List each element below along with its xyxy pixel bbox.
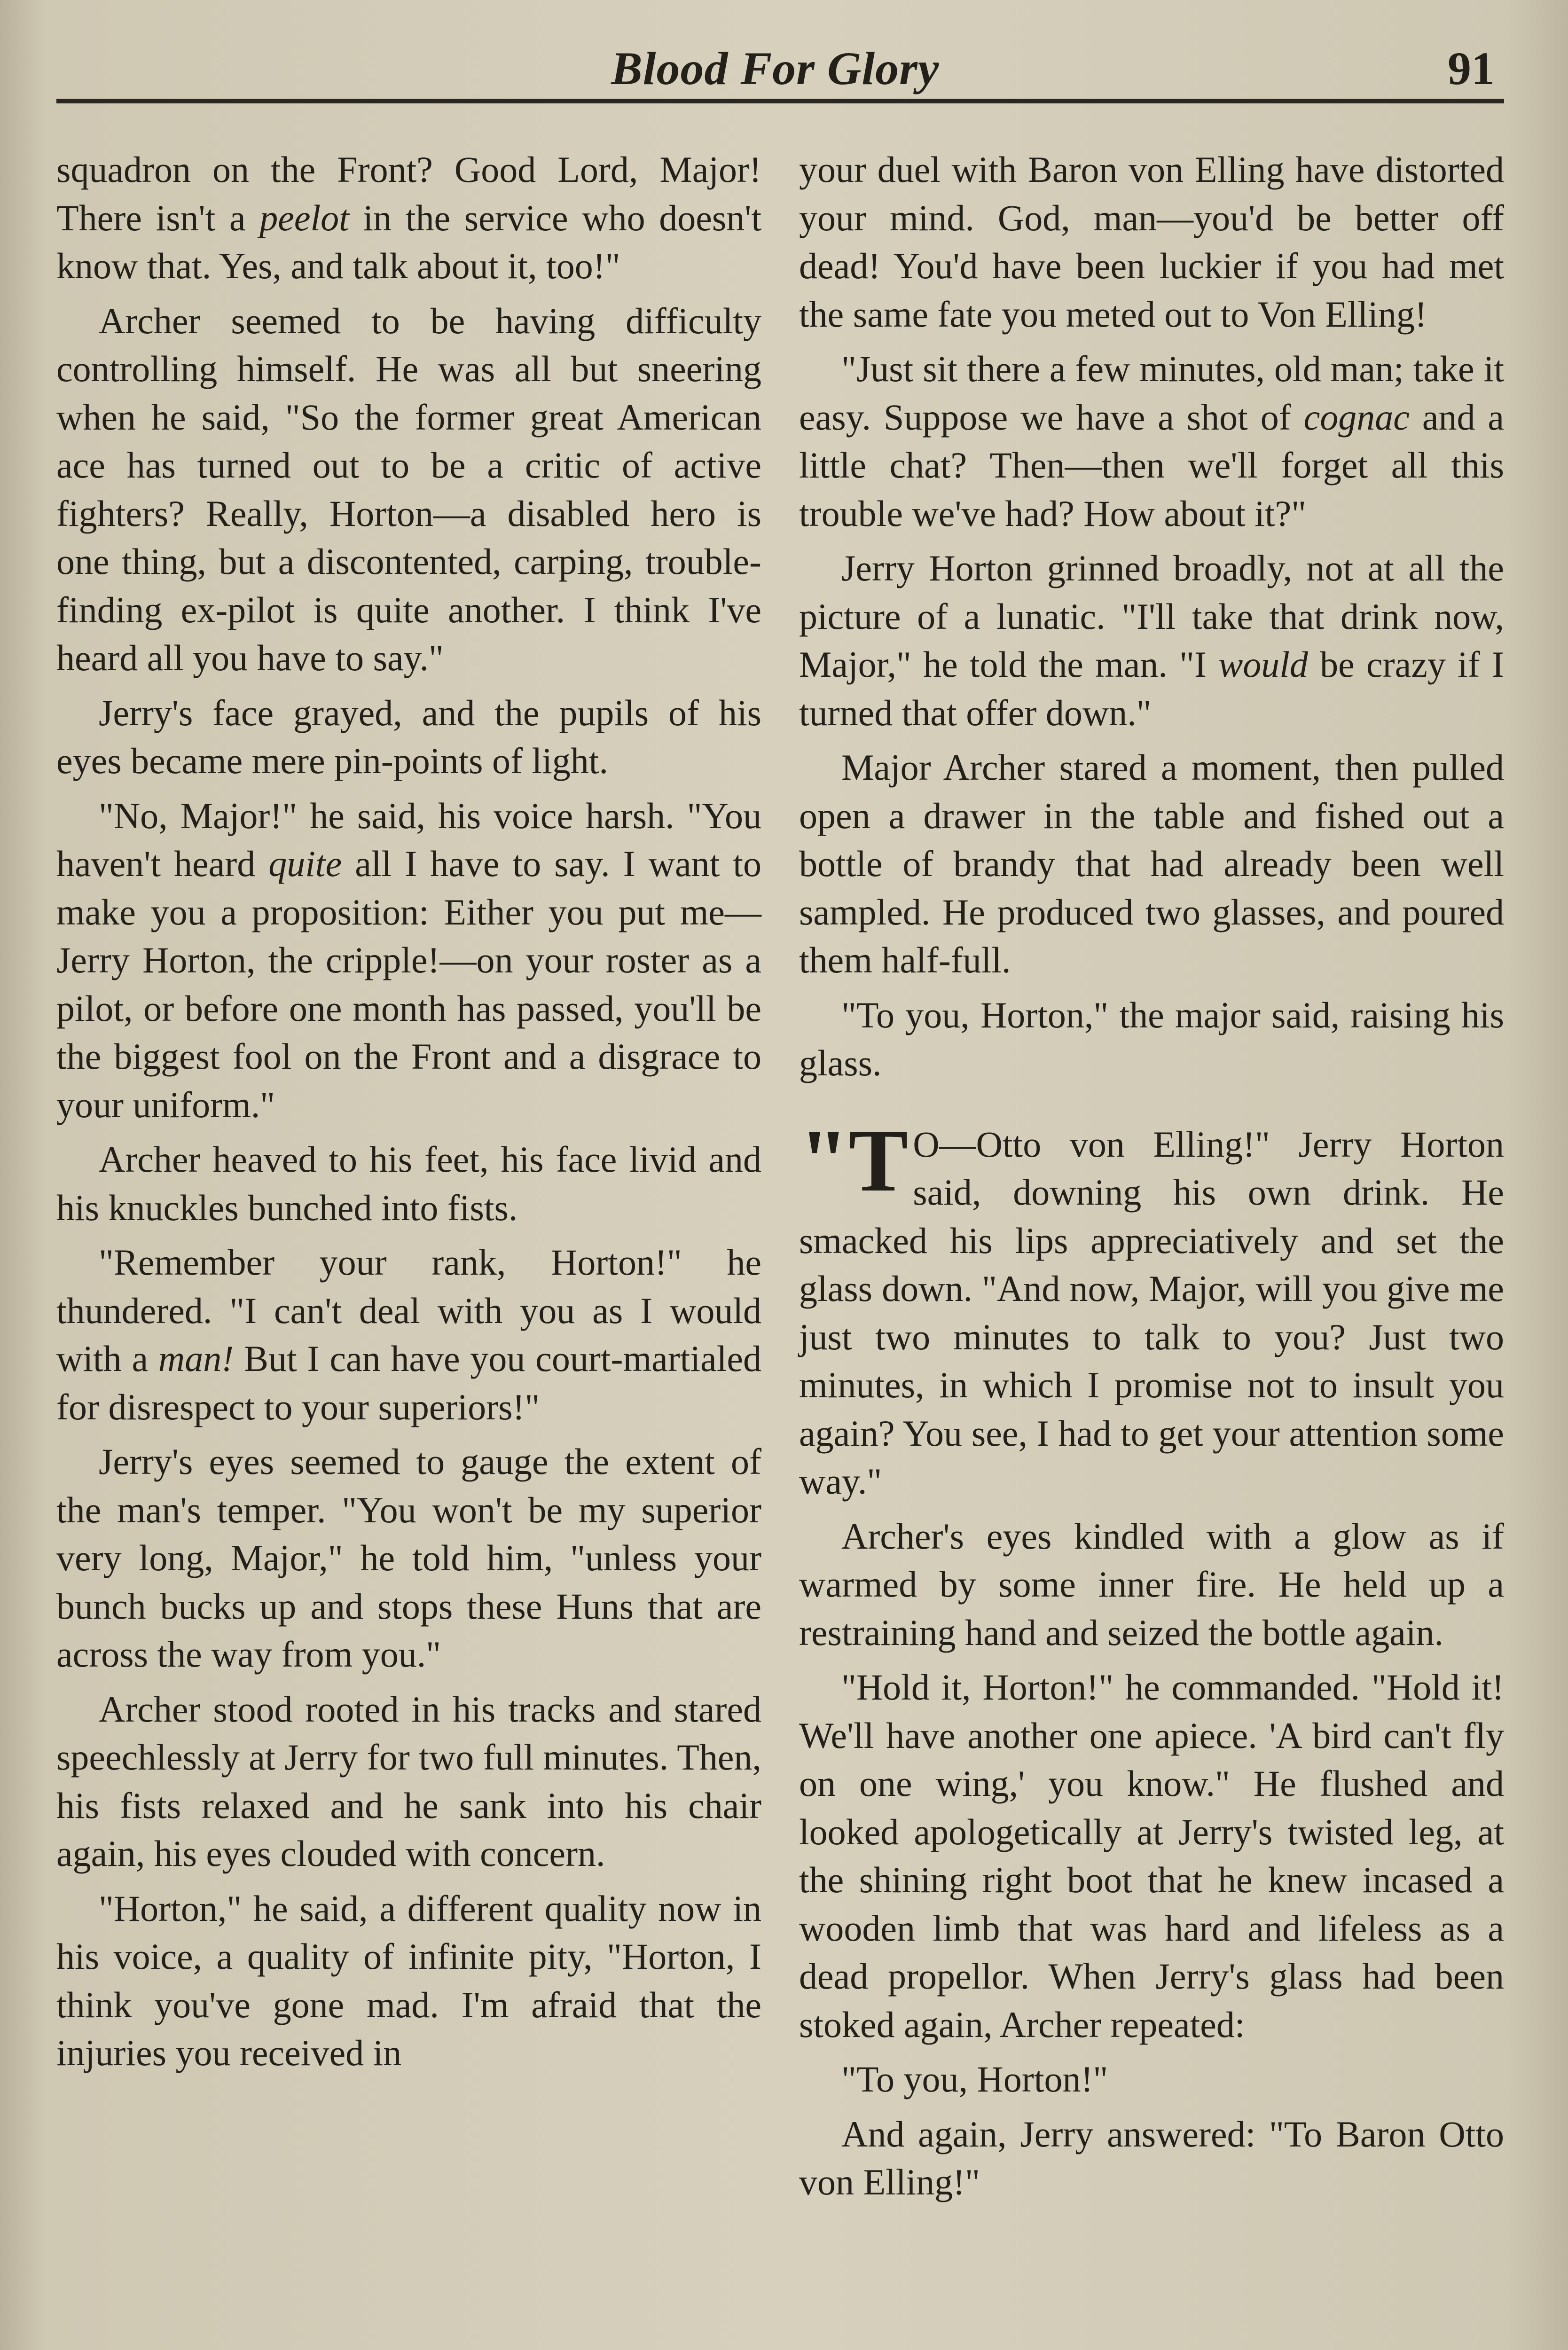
paragraph-text: But I can have you court-martialed for disrespect to your superiors!" [56, 1338, 761, 1427]
paragraph [56, 1238, 761, 1431]
italic-word: peelot [259, 197, 349, 238]
paragraph [56, 792, 761, 1129]
paragraph: Major Archer stared a moment, then pulled open a drawer in the table and fished out a bottle of brandy that had already been well sampled. He produced two glasses, and poured them half-full. [799, 747, 1504, 980]
paragraph-text: be crazy if I turned that offer down." [799, 644, 1505, 733]
page-number: 91 [1448, 42, 1495, 94]
paragraph [799, 345, 1504, 538]
paragraph [56, 146, 761, 290]
paragraph-text: "Remember your rank, Horton!" he thundered. "I can't deal with you as I would with a [56, 1242, 761, 1379]
story-title: Blood For Glory [611, 42, 940, 94]
paragraph: Jerry's face grayed, and the pupils of his eyes became mere pin-points of light. [56, 692, 761, 781]
left-column [56, 146, 761, 2084]
paragraph: Archer's eyes kindled with a glow as if warmed by some inner fire. He held up a restraining hand and seized the bottle again. [799, 1515, 1504, 1653]
header-rule [56, 99, 1504, 103]
italic-word: would [1218, 644, 1308, 685]
italic-word: quite [268, 843, 342, 884]
drop-cap: "T [799, 1111, 909, 1210]
section-start-paragraph [799, 1111, 1504, 1506]
paragraph: And again, Jerry answered: "To Baron Otto von Elling!" [799, 2113, 1504, 2202]
paragraph-text: O—Otto von Elling!" Jerry Horton said, downing his own drink. He smacked his lips appreciatively and set the glass down. "And now, Major, will you give me just two minutes to talk to you? Just two minutes, in which I promise not to insult you again? You see, I had to get your attention some way." [799, 1123, 1504, 1502]
running-header [56, 33, 1504, 103]
paragraph: your duel with Baron von Elling have distorted your mind. God, man—you'd be better off dead! You'd have been luckier if you had met the same fate you meted out to Von Elling! [799, 149, 1504, 335]
paragraph: Archer stood rooted in his tracks and stared speechlessly at Jerry for two full minutes. Then, his fists relaxed and he sank into his chair again, his eyes clouded with concern. [56, 1688, 761, 1874]
paragraph [799, 544, 1504, 737]
paragraph: "To you, Horton," the major said, raising his glass. [799, 994, 1504, 1083]
paragraph-text: squadron on the Front? Good Lord, Major! There isn't a [56, 149, 761, 238]
paragraph-text: "Just sit there a few minutes, old man; take it easy. Suppose we have a shot of [799, 348, 1504, 438]
paragraph: "To you, Horton!" [841, 2059, 1108, 2099]
paragraph: "Hold it, Horton!" he commanded. "Hold it! We'll have another one apiece. 'A bird can't fly on one wing,' you know." He flushed and looked apologetically at Jerry's twisted leg, at the shining right boot that he knew incased a wooden limb that was hard and lifeless as a dead propellor. When Jerry's glass had been stoked again, Archer repeated: [799, 1667, 1504, 2045]
paragraph-text: all I have to say. I want to make you a proposition: Either you put me—Jerry Horton, the cripple!—on your roster as a pilot, or before one month has passed, you'll be the biggest fool on the Front and a disgrace to your uniform." [56, 843, 761, 1125]
italic-word: cognac [1303, 396, 1410, 438]
paragraph: Jerry's eyes seemed to gauge the extent of the man's temper. "You won't be my superior very long, Major," he told him, "unless your bunch bucks up and stops these Huns that are across the way from you." [56, 1441, 761, 1675]
paragraph: Archer heaved to his feet, his face livid and his knuckles bunched into fists. [56, 1139, 761, 1228]
right-column [799, 146, 1504, 2213]
paragraph-text: in the service who doesn't know that. Yes, and talk about it, too!" [56, 197, 761, 286]
italic-word: man! [158, 1338, 234, 1379]
paragraph: Archer seemed to be having difficulty controlling himself. He was all but sneering when he said, "So the former great American ace has turned out to be a critic of active fighters? Really, Horton—a disabled hero is one thing, but a discontented, carping, trouble-finding ex-pilot is quite another. I think I've heard all you have to say." [56, 300, 761, 678]
paragraph-text: Jerry Horton grinned broadly, not at all the picture of a lunatic. "I'll take that drink now, Major," he told the man. "I [799, 548, 1504, 685]
paragraph-text: and a little chat? Then—then we'll forget all this trouble we've had? How about it?" [799, 396, 1504, 534]
paragraph: "Horton," he said, a different quality now in his voice, a quality of infinite pity, "Horton, I think you've gone mad. I'm afraid that the injuries you received in [56, 1888, 761, 2073]
paragraph-text: "No, Major!" he said, his voice harsh. "You haven't heard [56, 795, 761, 884]
